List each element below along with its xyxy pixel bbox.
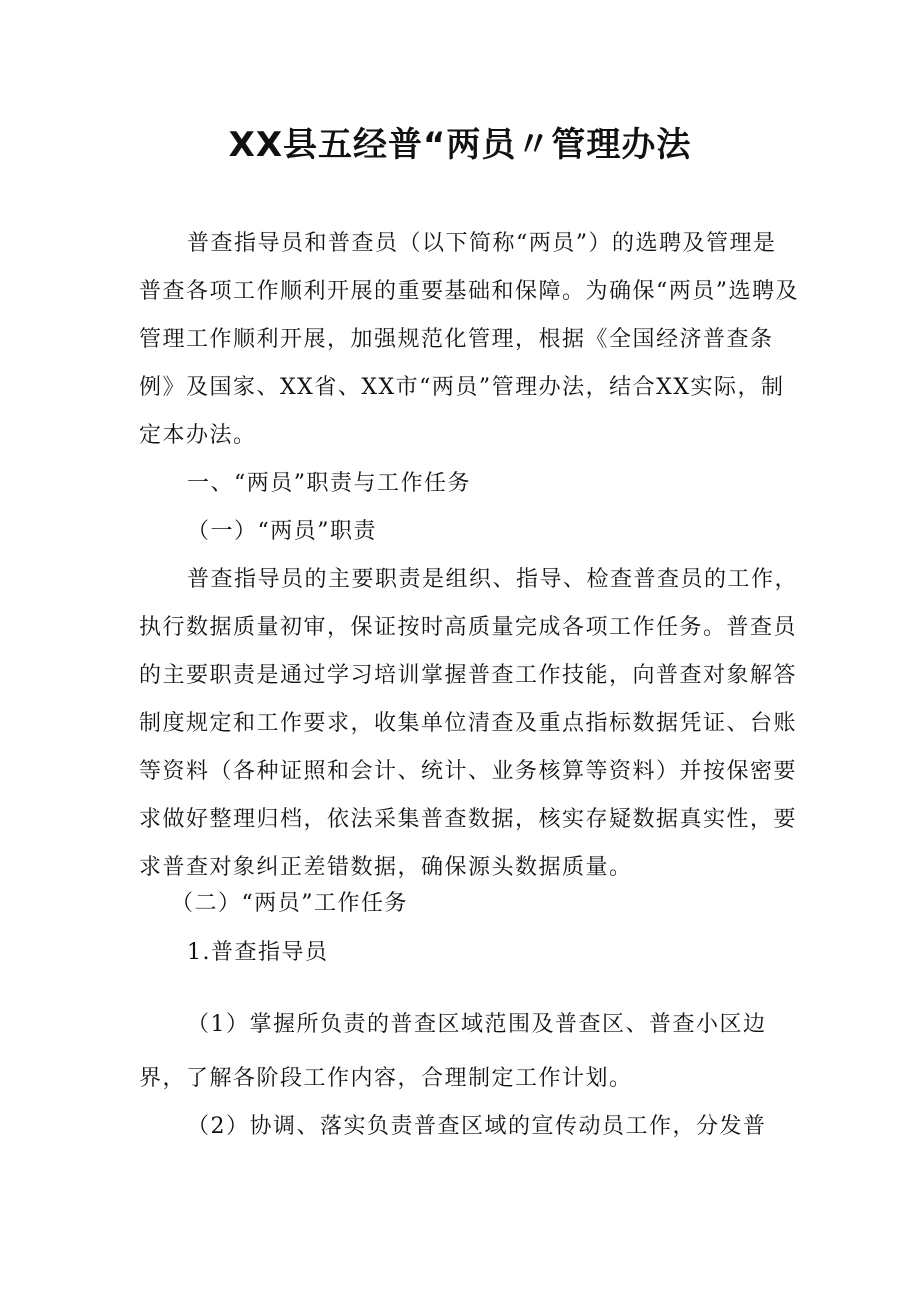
- item-1-heading: 1.普查指导员: [187, 940, 329, 965]
- duties-paragraph: 普查指导员的主要职责是组织、指导、检查普查员的工作，执行数据质量初审，保证按时高质量完成各项工作任务。普查员的主要职责是通过学习培训掌握普查工作技能，向普查对象解答制度规定和工作要求，收集单位清查及重点指标数据凭证、台账等资料（各种证照和会计、统计、业务核算等资料）并按保密要求做好整理归档，依法采集普查数据，核实存疑数据真实性，要求普查对象纠正差错数据，确保源头数据质量。: [139, 567, 799, 880]
- document-title: XX县五经普“两员〃管理办法: [228, 125, 692, 165]
- section-1-heading: 一、“两员”职责与工作任务: [187, 471, 471, 496]
- task-2-paragraph: （2）协调、落实负责普查区域的宣传动员工作，分发普: [187, 1114, 767, 1139]
- intro-paragraph: 普查指导员和普查员（以下简称“两员”）的选聘及管理是普查各项工作顺利开展的重要基础和保障。为确保“两员”选聘及管理工作顺利开展，加强规范化管理，根据《全国经济普查条例》及国家、XX省、XX市“两员”管理办法，结合XX实际，制定本办法。: [139, 231, 799, 448]
- subsection-1-heading: （一）“两员”职责: [187, 519, 377, 544]
- subsection-2-heading: （二）“两员”工作任务: [171, 891, 408, 916]
- task-1-paragraph: （1）掌握所负责的普查区域范围及普查区、普查小区边界，了解各阶段工作内容，合理制定工作计划。: [139, 1012, 767, 1091]
